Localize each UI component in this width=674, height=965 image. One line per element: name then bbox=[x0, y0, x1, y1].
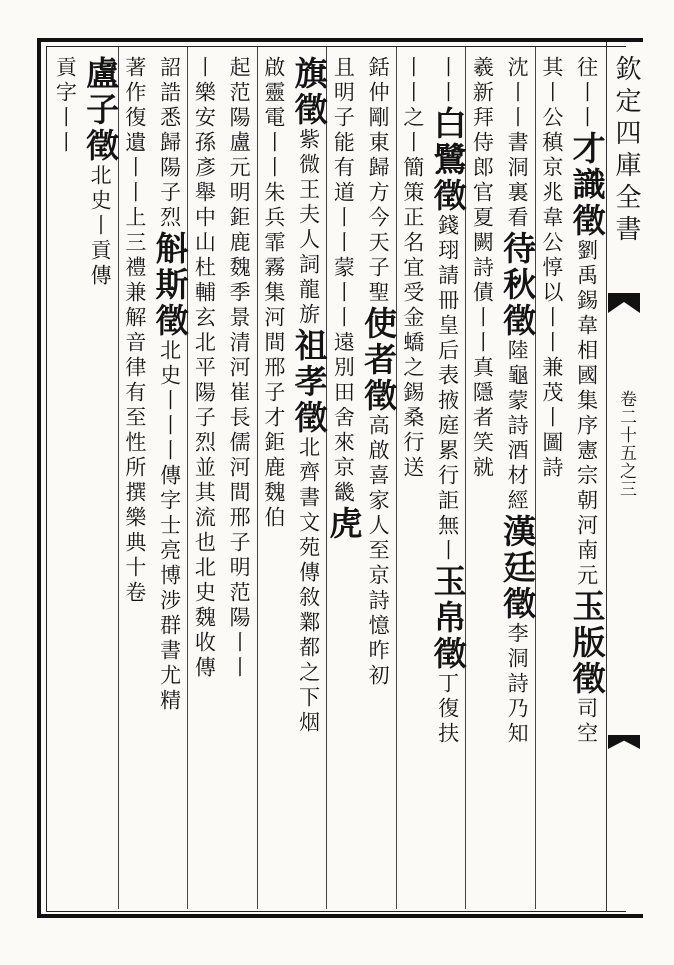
heading-term: 虎 bbox=[324, 506, 364, 542]
text-run: 圖詩 bbox=[539, 431, 564, 481]
heading-term: 白鷺徵 bbox=[428, 106, 468, 214]
margin-volume-label: 卷二十五之三 bbox=[616, 390, 636, 498]
text-run: 陸龜蒙詩酒材經 bbox=[505, 339, 530, 514]
text-run: 起范陽盧元明鉅鹿魏季景清河崔長儒河間邢子明范陽丨丨 bbox=[227, 56, 252, 681]
text-column bbox=[358, 56, 398, 916]
text-column bbox=[497, 56, 537, 916]
text-column bbox=[567, 56, 607, 916]
text-column bbox=[532, 56, 572, 916]
text-column bbox=[219, 56, 259, 916]
text-column bbox=[184, 56, 224, 916]
text-run: 著作復遺丨丨上 bbox=[122, 56, 147, 231]
text-run: 其丨 bbox=[539, 56, 564, 106]
text-column bbox=[150, 56, 190, 916]
text-run: 丨丨 bbox=[435, 56, 460, 106]
heading-term: 玉版徵 bbox=[567, 589, 607, 697]
heading-term: 才識徵 bbox=[567, 131, 607, 239]
text-run: 啟靈電丨丨朱兵 bbox=[261, 56, 286, 231]
text-run: 丨丨 bbox=[400, 56, 425, 106]
heading-term: 盧子徵 bbox=[81, 56, 121, 164]
text-run: 銛仲剛東歸方今天子聖 bbox=[366, 56, 391, 306]
text-run: 羲新拜侍郎官 bbox=[470, 56, 495, 206]
text-run: 沈丨丨書洞裏看 bbox=[505, 56, 530, 231]
text-run: 紫微王夫人詞龍旂 bbox=[296, 128, 321, 328]
text-run: 夏闕詩債丨丨 bbox=[470, 206, 495, 356]
text-run: 三禮兼解音律有至性所撰樂典十卷 bbox=[122, 231, 147, 606]
heading-term: 旗徵 bbox=[289, 56, 329, 128]
text-column bbox=[323, 56, 363, 916]
text-run: 貢字丨丨 bbox=[53, 56, 78, 156]
text-run: 詔誥悉歸陽子烈 bbox=[157, 56, 182, 231]
heading-term: 使者徵 bbox=[359, 306, 399, 414]
text-run: 錢珝請冊皇后表掖庭累行詎無丨 bbox=[435, 214, 460, 564]
text-run: 丨樂安孫彥舉中山杜輔玄北平陽子烈並其流也北史魏收傳 bbox=[192, 56, 217, 681]
text-column bbox=[428, 56, 468, 916]
text-run: 蒙丨丨遠別田舍來京畿 bbox=[331, 256, 356, 506]
text-run: 司空 bbox=[574, 697, 599, 747]
text-column bbox=[45, 56, 85, 916]
heading-term: 漢廷徵 bbox=[498, 514, 538, 622]
text-column bbox=[254, 56, 294, 916]
heading-term: 待秋徵 bbox=[498, 231, 538, 339]
text-column bbox=[462, 56, 502, 916]
text-column bbox=[80, 56, 120, 916]
text-run: 劉禹錫韋相國集序憲宗朝河南元 bbox=[574, 239, 599, 589]
heading-term: 祖孝徵 bbox=[289, 328, 329, 436]
text-run: 之丨簡策正名宜受金蟜之錫 bbox=[400, 106, 425, 406]
margin-book-title: 欽定四庫全書 bbox=[611, 55, 641, 247]
text-run: 北史丨貢傳 bbox=[88, 164, 113, 289]
text-run: 北史丨丨丨傳字士亮博涉群書尤精 bbox=[157, 339, 182, 714]
heading-term: 斛斯徵 bbox=[150, 231, 190, 339]
text-run: 李洞詩乃知 bbox=[505, 622, 530, 747]
text-run: 桑行送 bbox=[400, 406, 425, 481]
text-run: 高啟喜家人至京詩憶昨初 bbox=[366, 414, 391, 689]
text-run: 霏霧集河間邢子才鉅鹿魏伯 bbox=[261, 231, 286, 531]
text-run: 丁復扶 bbox=[435, 672, 460, 747]
text-run: 且明子能有道丨丨 bbox=[331, 56, 356, 256]
text-run: 真隱者笑就 bbox=[470, 356, 495, 481]
text-run: 公稹京兆韋公惇以丨丨兼茂丨 bbox=[539, 106, 564, 431]
text-run: 往丨丨 bbox=[574, 56, 599, 131]
text-run: 北齊書文苑傳敘鄴都之下烟 bbox=[296, 436, 321, 736]
heading-term: 玉帛徵 bbox=[428, 564, 468, 672]
text-column bbox=[289, 56, 329, 916]
text-column bbox=[393, 56, 433, 916]
text-column bbox=[115, 56, 155, 916]
